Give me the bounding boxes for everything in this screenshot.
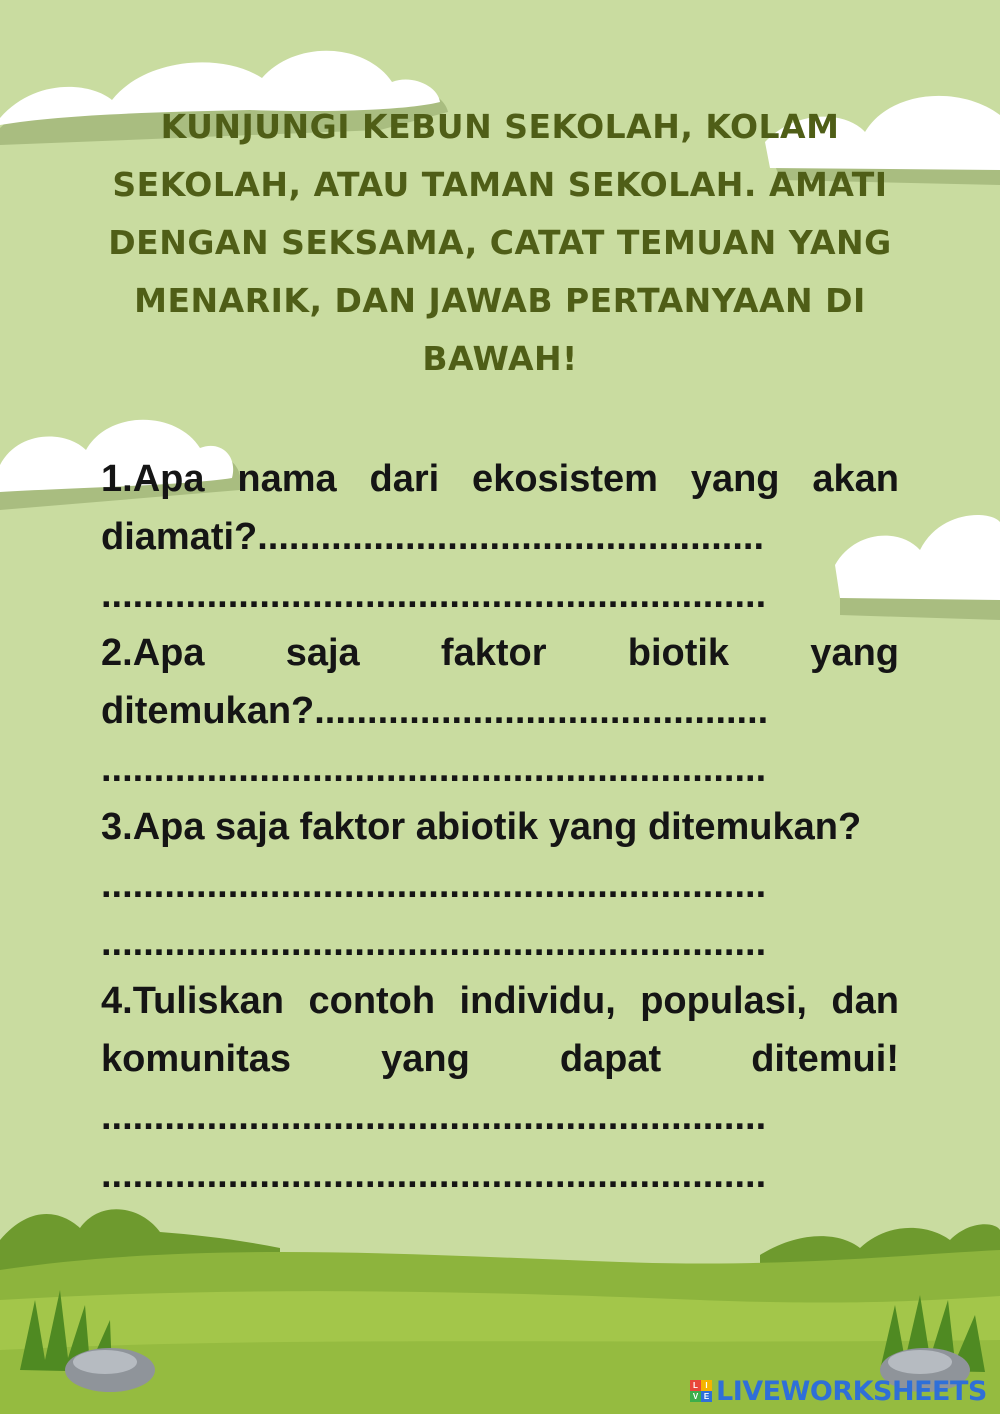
answer-dots[interactable]: ........................................... — [314, 690, 769, 732]
answer-dots[interactable]: ................................................ — [257, 516, 765, 558]
question-1-line-2 — [101, 508, 899, 566]
answer-line[interactable]: ............................................................... — [101, 1154, 767, 1196]
question-3: 3.Apa saja faktor abiotik yang ditemukan? — [101, 806, 862, 848]
watermark-text: LIVEWORKSHEETS — [716, 1375, 987, 1407]
question-4-line-1: 4.Tuliskan contoh individu, populasi, dan — [101, 980, 899, 1022]
answer-line[interactable]: ............................................................... — [101, 1096, 767, 1138]
liveworksheets-logo-icon: L I V E — [690, 1380, 712, 1402]
answer-line[interactable]: ............................................................... — [101, 864, 767, 906]
question-1-text-end: diamati? — [101, 516, 258, 558]
answer-line[interactable]: ............................................................... — [101, 574, 767, 616]
answer-line[interactable]: ............................................................... — [101, 922, 767, 964]
question-4-line-2: komunitas yang dapat ditemui! — [101, 1038, 899, 1080]
question-1-line-1: 1.Apa nama dari ekosistem yang akan — [101, 458, 899, 500]
question-2-line-2 — [101, 682, 899, 740]
question-2-line-1: 2.Apa saja faktor biotik yang — [101, 632, 899, 674]
question-2-text-end: ditemukan? — [101, 690, 315, 732]
answer-line[interactable]: ............................................................... — [101, 748, 767, 790]
liveworksheets-watermark — [690, 1375, 987, 1407]
instruction-heading: KUNJUNGI KEBUN SEKOLAH, KOLAM SEKOLAH, ATAU TAMAN SEKOLAH. AMATI DENGAN SEKSAMA, CATAT TEMUAN YANG MENARIK, DAN JAWAB PERTANYAAN DI BAWAH! — [108, 107, 892, 378]
